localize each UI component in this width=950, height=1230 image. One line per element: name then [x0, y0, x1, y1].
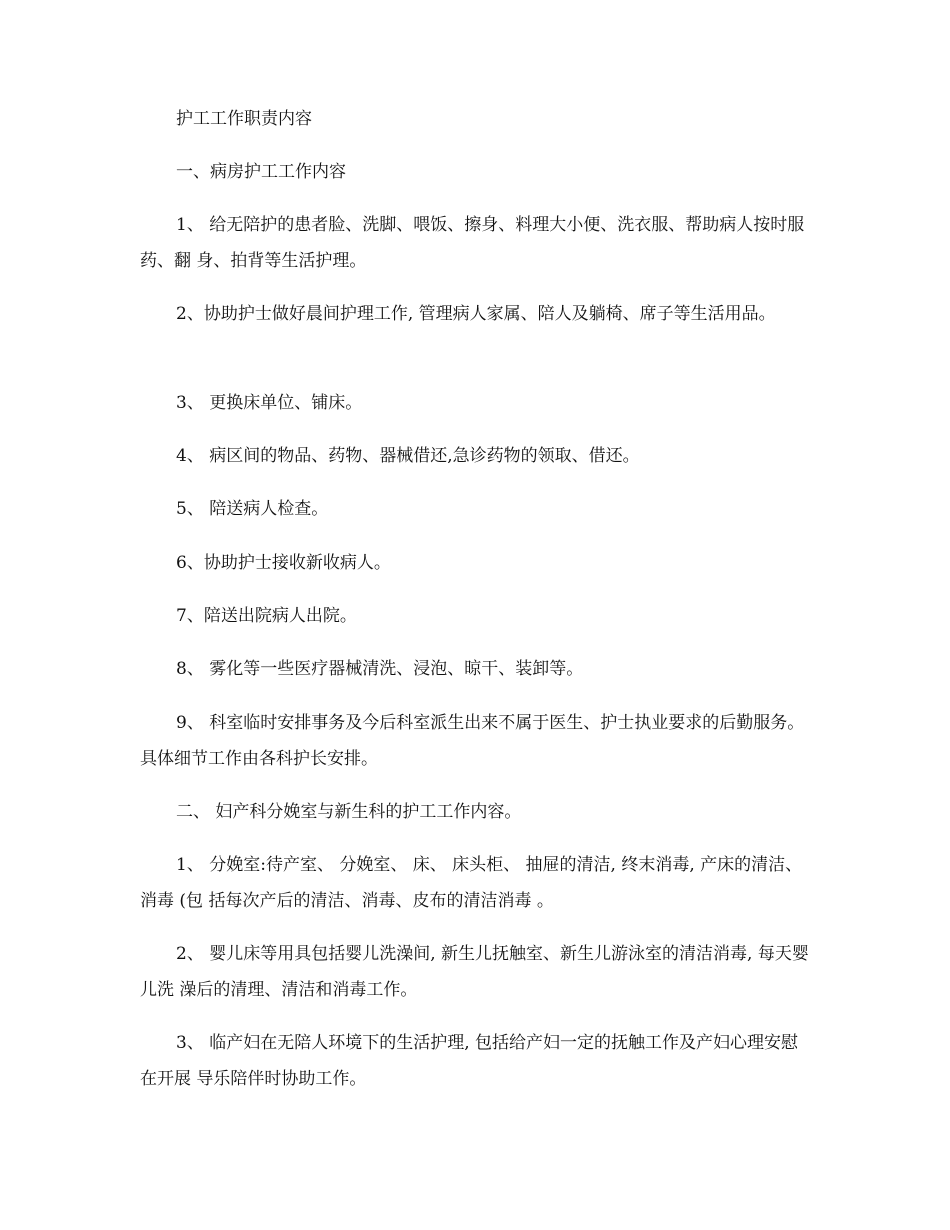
section-2-item: 2、 婴儿床等用具包括婴儿洗澡间, 新生儿抚触室、新生儿游泳室的清洁消毒, 每天婴儿洗 澡后的清理、清洁和消毒工作。 [140, 944, 809, 1000]
document-title: 护工工作职责内容 [176, 109, 312, 129]
section-1-item: 3、 更换床单位、铺床。 [176, 393, 363, 413]
section-1-item: 8、 雾化等一些医疗器械清洗、浸泡、晾干、装卸等。 [176, 659, 584, 679]
section-1-item: 2、协助护士做好晨间护理工作, 管理病人家属、陪人及躺椅、席子等生活用品。 [176, 304, 776, 324]
section-1-item: 5、 陪送病人检查。 [176, 499, 329, 519]
section-1-item: 9、 科室临时安排事务及今后科室派生出来不属于医生、护士执业要求的后勤服务。 具体细节工作由各科护长安排。 [140, 713, 810, 769]
section-2-heading: 二、 妇产科分娩室与新生科的护工工作内容。 [176, 802, 522, 822]
section-1-heading: 一、病房护工工作内容 [176, 162, 346, 182]
section-1-item: 7、陪送出院病人出院。 [176, 606, 357, 626]
section-2-item: 1、 分娩室:待产室、 分娩室、 床、 床头柜、 抽屉的清洁, 终末消毒, 产床的清洁、 消毒 (包 括每次产后的清洁、消毒、皮布的清洁消毒 。 [140, 855, 808, 911]
section-2-item: 3、 临产妇在无陪人环境下的生活护理, 包括给产妇一定的抚触工作及产妇心理安慰在开展 导乐陪伴时协助工作。 [140, 1033, 799, 1089]
section-1-item: 4、 病区间的物品、药物、器械借还,急诊药物的领取、借还。 [176, 446, 640, 466]
section-1-item: 1、 给无陪护的患者脸、洗脚、喂饭、擦身、料理大小便、洗衣服、帮助病人按时服药、翻 身、拍背等生活护理。 [140, 215, 805, 271]
section-1-item: 6、协助护士接收新收病人。 [176, 553, 391, 573]
